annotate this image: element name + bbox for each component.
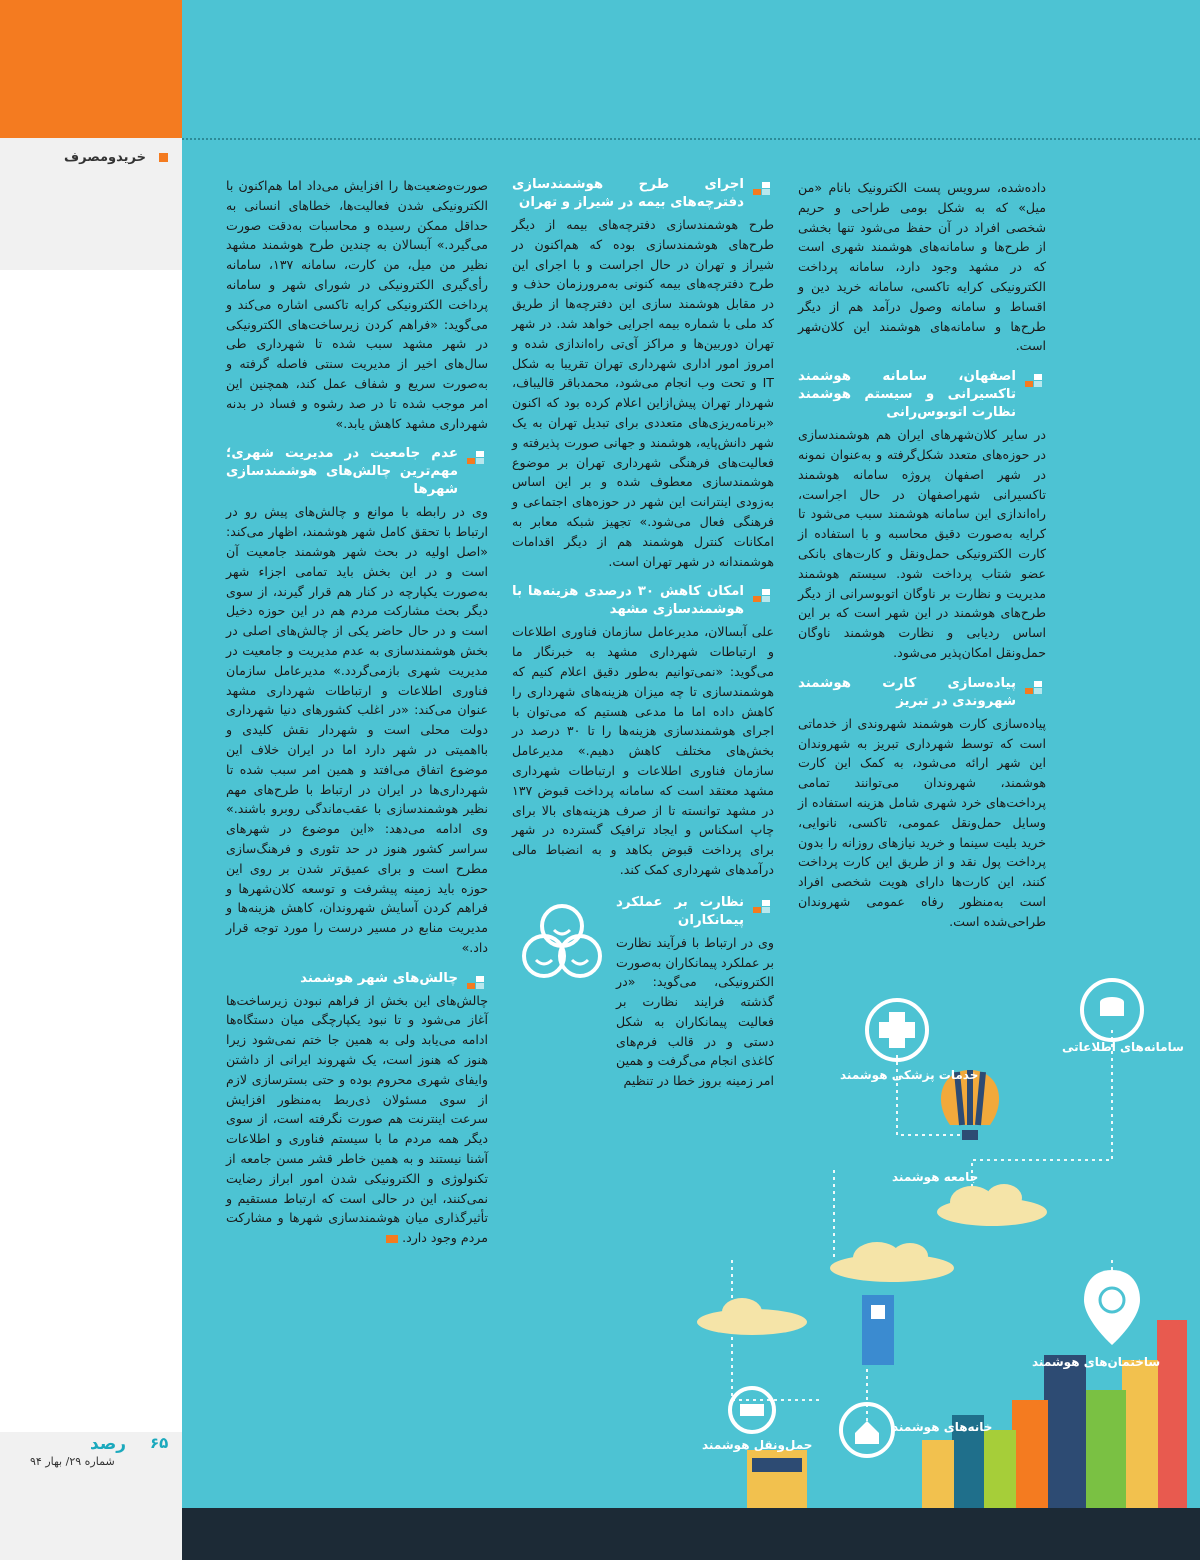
paragraph-text: چالش‌های این بخش از فراهم نبودن زیرساخت‌ها آغاز می‌شود و تا نبود یکپارچگی میان دستگاه‌ها ادامه می‌یابد ولی به همین جا ختم نمی‌شود زیرا هنوز که هنوز است، یک شهروند ایرانی از داشتن وایفای شهری محروم بوده و حتی بسترسازی لازم از سوی مسئولان ذی‌ربط به‌منظور افزایش سرعت اینترنت هم صورت نگرفته است، از سوی دیگر همه مردم ما با سیستم فناوری و اطلاعات آشنا نیستند و به همین خاطر قشر مسن جامعه از تکنولوژی و الکترونیکی شدن امور ابراز رضایت نمی‌کنند، این در حالی است که ارتباط مستقیم و تأثیرگذاری میان هوشمندسازی شهرها و مشارکت مردم وجود دارد. (226, 992, 488, 1246)
medical-services-label: خدمات پزشکی هوشمند (840, 1068, 979, 1082)
paragraph (226, 991, 488, 1248)
heading-square-icon (752, 182, 770, 196)
heading-text: چالش‌های شهر هوشمند (300, 970, 458, 986)
section-heading (798, 368, 1046, 422)
info-systems-label: سامانه‌های اطلاعاتی (1062, 1040, 1184, 1054)
category-box (0, 138, 182, 270)
column-1 (798, 178, 1046, 932)
smart-society-label: جامعه هوشمند (892, 1170, 979, 1184)
category-square-icon (159, 153, 168, 162)
section-heading (226, 445, 488, 499)
left-margin (0, 0, 182, 1560)
smart-city-illustration (652, 960, 1200, 1508)
magazine-logo: رصد (90, 1434, 127, 1454)
heading-square-icon (1024, 681, 1042, 695)
page-number: ۶۵ (150, 1434, 169, 1452)
paragraph: صورت‌وضعیت‌ها را افزایش می‌داد اما هم‌اکنون با الکترونیکی شدن فعالیت‌ها، خطاهای انسانی به حداقل ممکن رسیده و محاسبات به‌دقت صورت می‌گیرد.» آبسالان به چندین طرح هوشمند مشهد نظیر من میل، من کارت، سامانه ۱۳۷، سامانه رأی‌گیری الکترونیکی در شورای شهر و سامانه پرداخت الکترونیکی کرایه تاکسی اشاره می‌کند و می‌گوید: «فراهم کردن زیرساخت‌های الکترونیکی در شهر مشهد سبب شده تا شهرداری طی سال‌های اخیر از مدیریت سنتی فاصله گرفته و به‌صورت سریع و شفاف عمل کند، همچنین این امر موجب شده تا در صد رشوه و فساد در بدنه شهرداری مشهد کاهش یابد.» (226, 178, 488, 431)
paragraph: پیاده‌سازی کارت هوشمند شهروندی از خدماتی است که توسط شهرداری تبریز به شهروندان این شهر ارائه می‌شود، به کمک این کارت هوشمند، شهروندان می‌توانند تمامی پرداخت‌های خرد شهری شامل هزینه استفاده از وسایل حمل‌ونقل عمومی، تاکسی، نانوایی، خرید بلیت سینما و خرید نیازهای روزانه را بدون پرداخت پول نقد و از طریق این کارت پرداخت کنند، این کارت‌ها دارای هویت شخصی افراد است به‌منظور رفاه عمومی شهروندان طراحی‌شده است. (798, 715, 1046, 929)
article-end-icon (386, 1235, 398, 1243)
section-heading (616, 894, 774, 930)
heading-text: اجرای طرح هوشمندسازی دفترچه‌های بیمه در شیراز و تهران (512, 177, 744, 210)
paragraph: وی در ارتباط با فرآیند نظارت بر عملکرد پیمانکاران به‌صورت الکترونیکی، می‌گوید: «در گذشته فرایند نظارت بر فعالیت پیمانکاران به شکل دستی و در قالب فرم‌های کاغذی انجام می‌گرفت و همین امر زمینه بروز خطا در تنظیم (616, 934, 774, 1089)
paragraph: طرح هوشمندسازی دفترچه‌های بیمه از دیگر طرح‌های هوشمندسازی بوده که هم‌اکنون در شیراز و تهران در حال اجراست و با اجرای این طرح دفترچه‌های بیمه کنونی به‌مرورزمان حذف و در مقابل هوشمند سازی این دفترچه‌ها از طریق کد ملی با شماره بیمه اجرایی خواهد شد. در شهر تهران دوربین‌ها و مراکز آی‌تی راه‌اندازی شده و امروز امور اداری شهرداری تهران تقریبا به شکل IT و تحت وب انجام می‌شود، محمدباقر قالیباف، شهردار تهران پیش‌ازاین اعلام کرده بود که اکنون «برنامه‌ریزی‌های متعددی برای تبدیل تهران به یک شهر دانش‌پایه، هوشمند و جهانی صورت پذیرفته و فعالیت‌های فرهنگی شهرداری تهران بر موضوع هوشمندسازی معطوف شده و بر این اساس به‌زودی اینترانت این شهر در حوزه‌های اجتماعی و فرهنگی فعال می‌شود.» تجهیز شبکه معابر به امکانات کنترل هوشمند هم از دیگر اقدامات هوشمندانه در شهر تهران است. (512, 217, 774, 569)
column-3 (226, 176, 488, 1248)
dotted-divider (182, 138, 1200, 140)
issue-info: شماره ۲۹/ بهار ۹۴ (30, 1455, 115, 1468)
heading-square-icon (1024, 374, 1042, 388)
heading-text: پیاده‌سازی کارت هوشمند شهروندی در تبریز (798, 675, 1016, 709)
section-heading (226, 970, 488, 988)
location-pin-icon (1084, 1270, 1140, 1345)
heading-square-icon (466, 976, 484, 990)
column-2 (512, 176, 774, 1091)
section-heading (798, 675, 1046, 711)
smart-transport-label: حمل‌ونقل هوشمند (702, 1438, 813, 1452)
heading-square-icon (752, 589, 770, 603)
article-area (182, 0, 1200, 1560)
heading-text: امکان کاهش ۳۰ درصدی هزینه‌ها با هوشمندسازی مشهد (512, 584, 744, 618)
heading-text: اصفهان، سامانه هوشمند تاکسیرانی و سیستم هوشمند نظارت اتوبوس‌رانی (798, 369, 1016, 421)
section-heading (512, 583, 774, 619)
heading-square-icon (466, 451, 484, 465)
heading-square-icon (752, 900, 770, 914)
city-buildings (747, 1320, 1187, 1508)
heading-text: عدم جامعیت در مدیریت شهری؛ مهم‌ترین چالش‌های هوشمندسازی شهرها (226, 446, 458, 498)
heading-text: نظارت بر عملکرد پیمانکاران (616, 894, 744, 928)
orange-corner-block (0, 0, 182, 138)
section-heading (512, 176, 774, 212)
smart-homes-label: خانه‌های هوشمند (892, 1420, 993, 1434)
bottom-bar (182, 1508, 1200, 1560)
paragraph: داده‌شده، سرویس پست الکترونیک بانام «من میل» که به شکل بومی طراحی و حریم شخصی افراد در آن حفظ می‌شود تنها بخشی از طرح‌ها و سامانه‌های هوشمند شهری است که در مشهد وجود دارد، سامانه پرداخت الکترونیکی کرایه تاکسی، سامانه خرید دین و اقساط و سامانه وصول درآمد هم از دیگر طرح‌ها و سامانه‌های هوشمند این کلان‌شهر است. (798, 180, 1046, 354)
paragraph: وی در رابطه با موانع و چالش‌های پیش رو در ارتباط با تحقق کامل شهر هوشمند، اظهار می‌کند: «اصل اولیه در بحث شهر هوشمند جامعیت آن است و در این بخش باید تمامی اجزاء شهر به‌صورت یکپارچه در کنار هم قرار گیرند، از سوی دیگر بحث مشارکت مردم هم در این حوزه دخیل است و در حال حاضر یکی از چالش‌های اصلی در بخش هوشمندسازی به عدم مدیریت و جامعیت در مدیریت شهری بازمی‌گردد.» مدیرعامل سازمان فناوری اطلاعات و ارتباطات شهرداری مشهد عنوان می‌کند: «در اغلب کشورهای دنیا شهرداری دولت محلی است و شهردار نقش کلیدی و بااهمیتی در شهر دارد اما در ایران خلاف این موضوع اتفاق می‌افتد و همین امر سبب شده تا شهرداری‌ها در ایران در ارتباط با طرح‌های مهم نظیر هوشمندسازی با عقب‌ماندگی روبرو باشند.» وی ادامه می‌دهد: «این موضوع در شهرهای سراسر کشور هنوز در حد تئوری و فرهنگ‌سازی مطرح است و برای عمیق‌تر شدن بر روی این حوزه باید زمینه پیشرفت و توسعه کلان‌شهرها و فراهم کردن آسایش شهروندان، کاهش هزینه‌ها و مدیریت منابع در مسیر درست را مورد توجه قرار داد.» (226, 504, 488, 955)
smart-buildings-label: ساختمان‌های هوشمند (1032, 1355, 1161, 1369)
contractors-faces-icon (512, 894, 612, 994)
category-label: خریدومصرف (64, 150, 146, 165)
paragraph: علی آبسالان، مدیرعامل سازمان فناوری اطلاعات و ارتباطات شهرداری مشهد به خبرنگار ما می‌گوید: «نمی‌توانیم به‌طور دقیق اعلام کنیم که هوشمندسازی تا چه میزان هزینه‌های شهرداری را کاهش داده اما ما مدعی هستیم که می‌توان با اجرای هوشمندسازی هزینه‌ها را تا ۳۰ درصد در بخش‌های مختلف کاهش دهیم.» مدیرعامل سازمان فناوری اطلاعات و ارتباطات شهرداری مشهد معتقد است که سامانه پرداخت قبوض ۱۳۷ در مشهد توانسته تا از صرف هزینه‌های بالا برای چاپ اسکناس و ایجاد ترافیک گسترده در شهر برای پرداخت قبوض بکاهد و به انضباط مالی درآمدهای شهرداری کمک کند. (512, 624, 774, 877)
paragraph: در سایر کلان‌شهرهای ایران هم هوشمندسازی در حوزه‌های متعدد شکل‌گرفته و به‌عنوان نمونه در شهر اصفهان پروژه سامانه هوشمند تاکسیرانی شهراصفهان در حال اجراست، راه‌اندازی این سامانه هوشمند سبب می‌شود تا کرایه به‌صورت دقیق محاسبه و با استفاده از کارت الکترونیکی حمل‌ونقل و کارت‌های بانکی عضو شتاب پرداخت شود. سیستم هوشمند مدیریت و نظارت بر ناوگان اتوبوسرانی از دیگر طرح‌های هوشمند در این شهر است که بر این اساس ردیابی و نظارت هوشمند ناوگان حمل‌ونقل امکان‌پذیر می‌شود. (798, 427, 1046, 660)
